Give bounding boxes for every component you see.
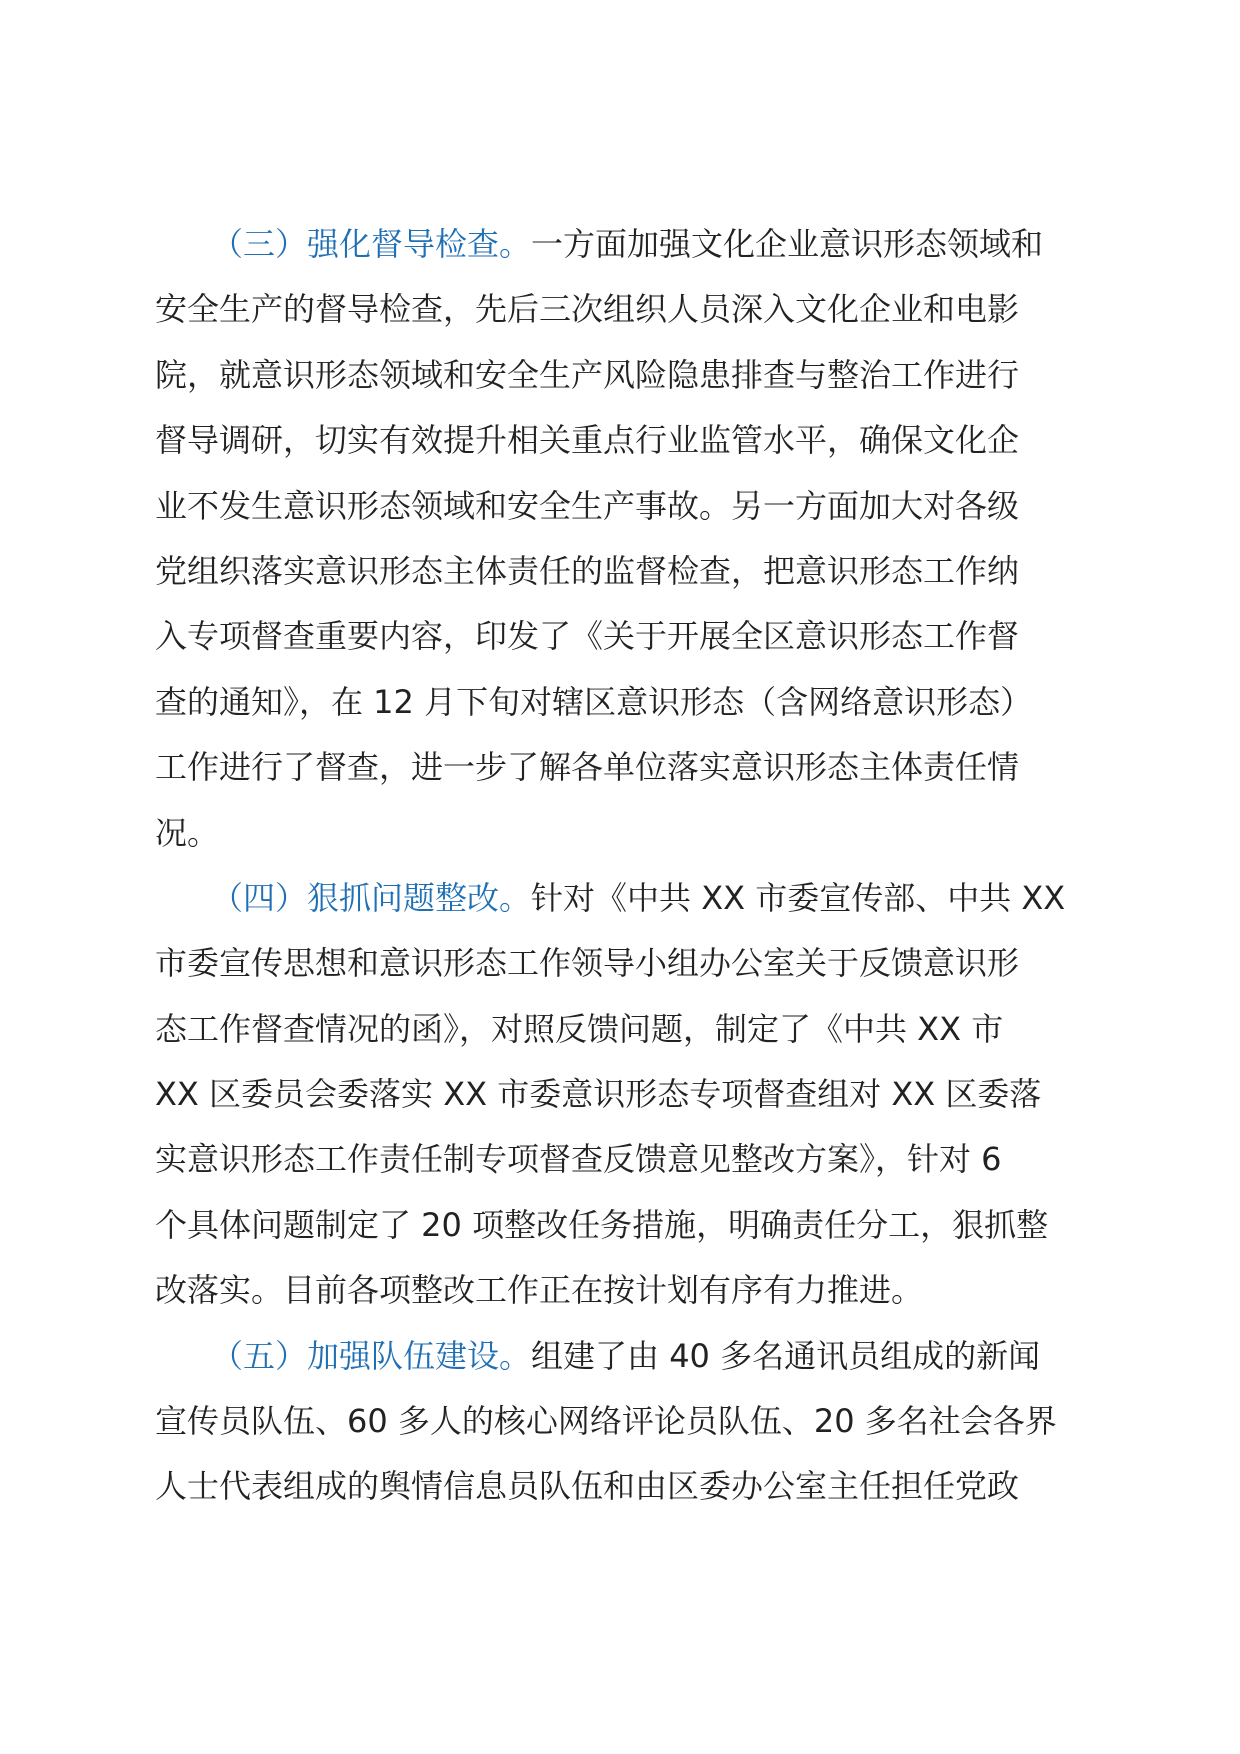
section-5-first-line-text: 组建了由 40 多名通讯员组成的新闻 <box>531 1336 1041 1375</box>
section-4-line: 实意识形态工作责任制专项督查反馈意见整改方案》，针对 6 <box>155 1140 1002 1179</box>
section-4-line: 改落实。目前各项整改工作正在按计划有序有力推进。 <box>155 1271 924 1310</box>
section-3-line: 院，就意识形态领域和安全生产风险隐患排查与整治工作进行 <box>155 355 1020 394</box>
section-3-line: 党组织落实意识形态主体责任的监督检查，把意识形态工作纳 <box>155 551 1020 590</box>
section-5-line: 宣传员队伍、60 多人的核心网络评论员队伍、20 多名社会各界 <box>155 1402 1057 1441</box>
section-3-line: 况。 <box>155 813 220 852</box>
section-4-paragraph <box>155 866 1085 1324</box>
section-3-line: 入专项督查重要内容，印发了《关于开展全区意识形态工作督 <box>155 617 1020 656</box>
section-3-line: 督导调研，切实有效提升相关重点行业监管水平，确保文化企 <box>155 421 1020 460</box>
section-3-line: 业不发生意识形态领域和安全生产事故。另一方面加大对各级 <box>155 486 1020 525</box>
section-5-line: 人士代表组成的舆情信息员队伍和由区委办公室主任担任党政 <box>155 1467 1020 1506</box>
section-4-first-line-text: 针对《中共 XX 市委宣传部、中共 XX <box>531 878 1066 917</box>
section-3-paragraph <box>155 212 1085 866</box>
section-3-first-line-text: 一方面加强文化企业意识形态领域和 <box>531 225 1044 263</box>
section-3-line: 查的通知》，在 12 月下旬对辖区意识形态（含网络意识形态） <box>155 682 1033 721</box>
section-5-first-line <box>155 1324 1085 1389</box>
section-3-first-line <box>155 212 1085 277</box>
section-5-paragraph <box>155 1324 1085 1520</box>
section-4-first-line <box>155 866 1085 931</box>
section-4-line: 市委宣传思想和意识形态工作领导小组办公室关于反馈意识形 <box>155 944 1020 983</box>
section-4-line: XX 区委员会委落实 XX 市委意识形态专项督查组对 XX 区委落 <box>155 1075 1042 1114</box>
section-3-line: 工作进行了督查，进一步了解各单位落实意识形态主体责任情 <box>155 748 1020 787</box>
section-4-heading: （四）狠抓问题整改。 <box>211 878 532 917</box>
section-5-heading: （五）加强队伍建设。 <box>211 1336 532 1375</box>
section-3-line: 安全生产的督导检查，先后三次组织人员深入文化企业和电影 <box>155 290 1020 329</box>
section-4-line: 个具体问题制定了 20 项整改任务措施，明确责任分工，狠抓整 <box>155 1205 1049 1244</box>
document-body <box>155 212 1085 1520</box>
section-3-heading: （三）强化督导检查。 <box>211 225 532 263</box>
section-4-line: 态工作督查情况的函》，对照反馈问题，制定了《中共 XX 市 <box>155 1009 1004 1048</box>
